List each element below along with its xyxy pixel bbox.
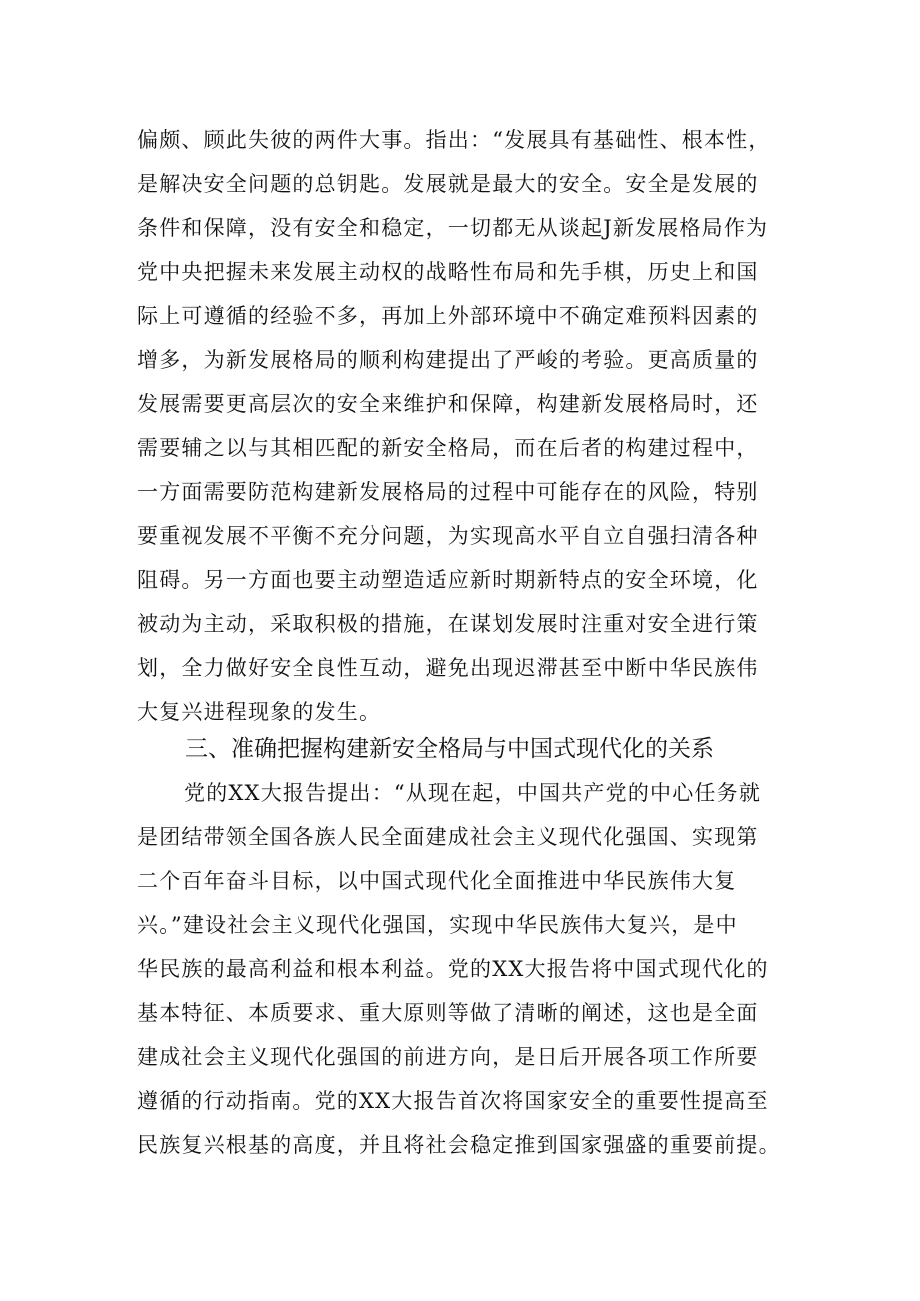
text-line: 大复兴进程现象的发生。 (137, 700, 382, 724)
text-line: 划，全力做好安全良性互动，避免出现迟滞甚至中断中华民族伟 (137, 656, 759, 680)
text-line: 条件和保障，没有安全和稳定，一切都无从谈起J新发展格局作为 (137, 216, 769, 240)
text-line: 被动为主动，采取积极的措施，在谋划发展时注重对安全进行策 (137, 612, 759, 636)
text-line: 华民族的最高利益和根本利益。党的XX大报告将中国式现代化的 (137, 957, 769, 981)
text-line: 民族复兴根基的高度，并且将社会稳定推到国家强盛的重要前提。 (137, 1133, 781, 1157)
text-line: 一方面需要防范构建新发展格局的过程中可能存在的风险，特别 (137, 480, 759, 504)
text-line: 兴。”建设社会主义现代化强国，实现中华民族伟大复兴，是中 (137, 913, 738, 937)
section-heading: 三、准确把握构建新安全格局与中国式现代化的关系 (185, 736, 714, 762)
text-line: 偏颇、顾此失彼的两件大事。指出：“发展具有基础性、根本性， (137, 128, 771, 152)
text-line: 建成社会主义现代化强国的前进方向，是日后开展各项工作所要 (137, 1045, 759, 1069)
paragraph-continued (137, 118, 797, 734)
text-line: 是解决安全问题的总钥匙。发展就是最大的安全。安全是发展的 (137, 172, 759, 196)
text-line: 基本特征、本质要求、重大原则等做了清晰的阐述，这也是全面 (137, 1001, 759, 1025)
text-line: 党中央把握未来发展主动权的战略性布局和先手棋，历史上和国 (137, 260, 759, 284)
text-line: 二个百年奋斗目标，以中国式现代化全面推进中华民族伟大复 (137, 869, 737, 893)
text-line: 增多，为新发展格局的顺利构建提出了严峻的考验。更高质量的 (137, 348, 759, 372)
text-line: 要重视发展不平衡不充分问题，为实现高水平自立自强扫清各种 (137, 524, 759, 548)
text-line: 际上可遵循的经验不多，再加上外部环境中不确定难预料因素的 (137, 304, 759, 328)
text-line: 发展需要更高层次的安全来维护和保障，构建新发展格局时，还 (137, 392, 759, 416)
paragraph-section-3 (137, 771, 797, 1167)
text-line: 需要辅之以与其相匹配的新安全格局，而在后者的构建过程中， (137, 436, 759, 460)
text-line-first: 党的XX大报告提出：“从现在起，中国共产党的中心任务就 (184, 781, 762, 805)
text-line: 阻碍。另一方面也要主动塑造适应新时期新特点的安全环境，化 (137, 568, 759, 592)
text-line: 是团结带领全国各族人民全面建成社会主义现代化强国、实现第 (137, 825, 759, 849)
text-line: 遵循的行动指南。党的XX大报告首次将国家安全的重要性提高至 (137, 1089, 769, 1113)
